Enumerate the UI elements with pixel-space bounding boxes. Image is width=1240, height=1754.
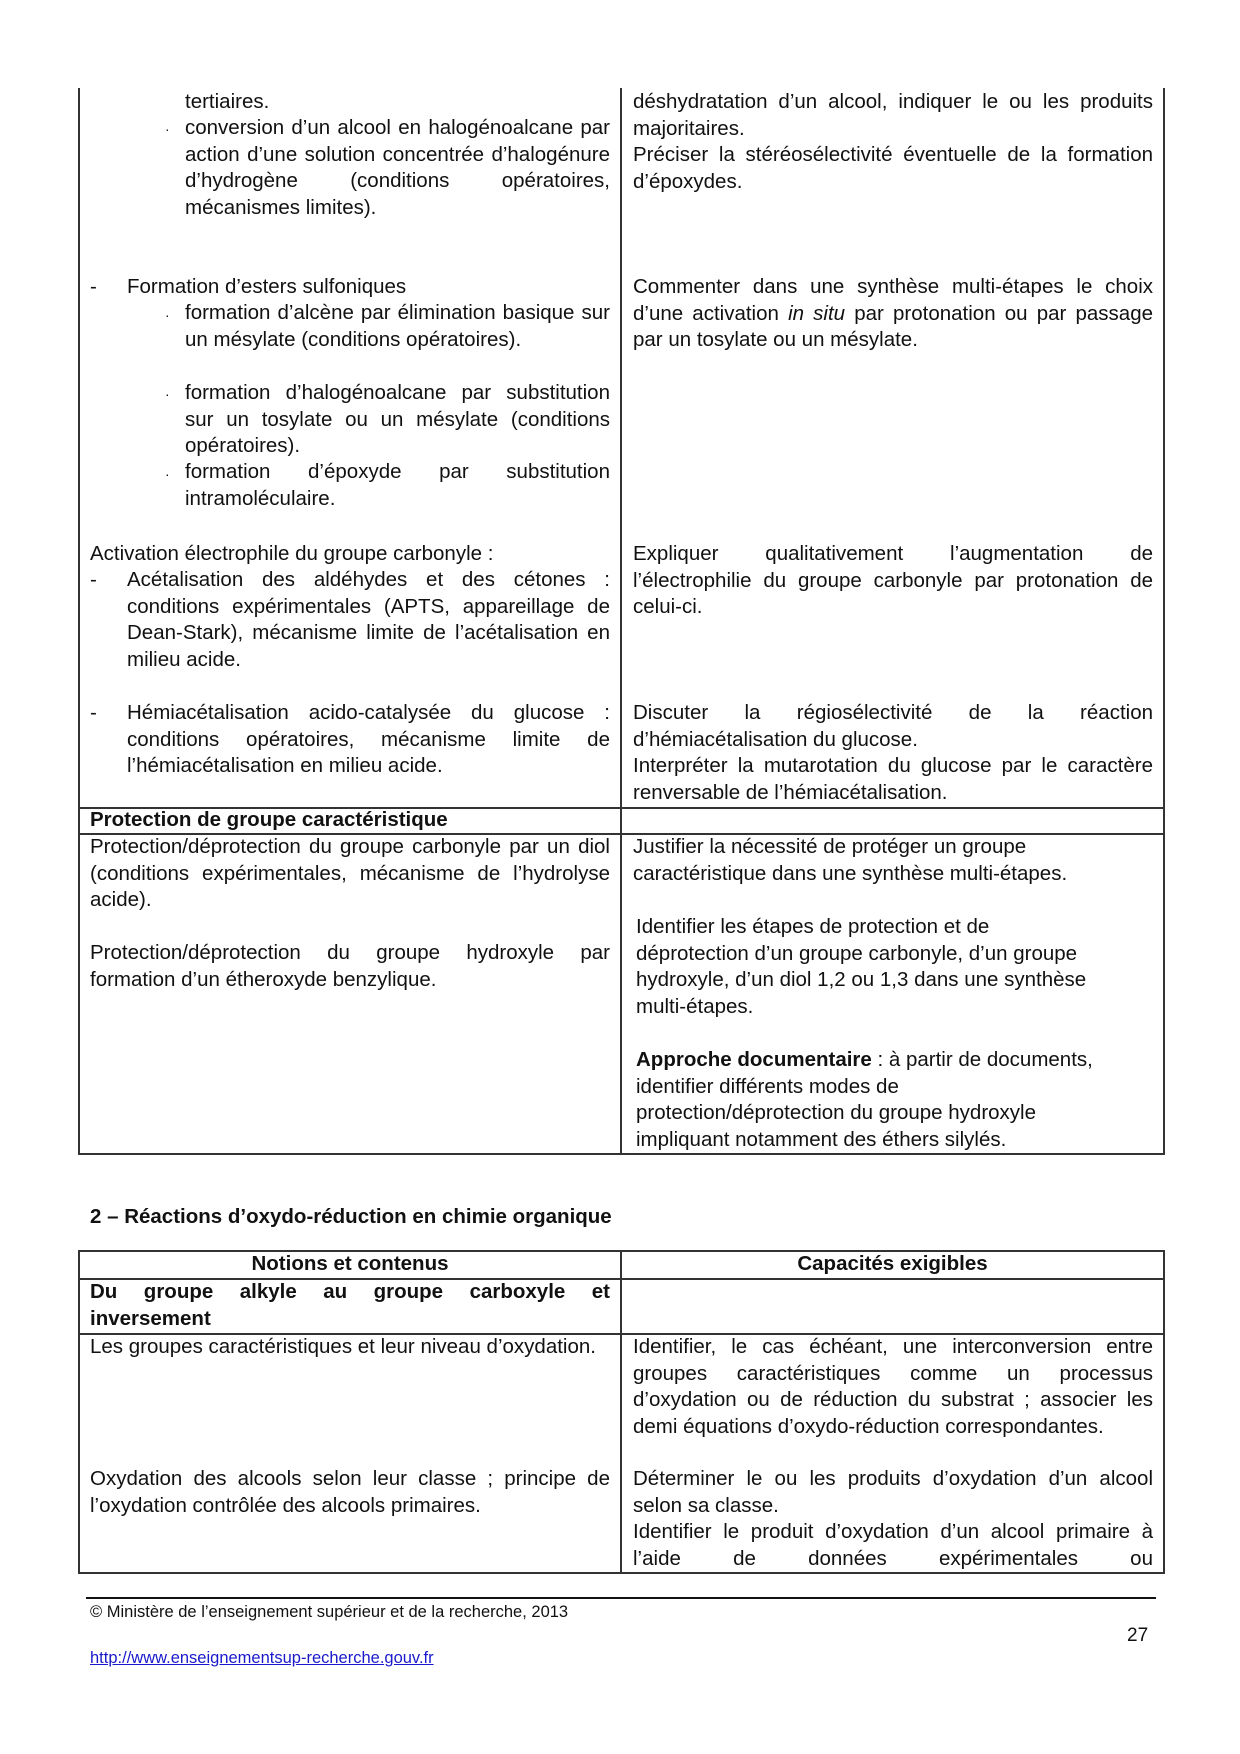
- bold-label: Approche documentaire: [636, 1048, 872, 1071]
- text-line: protection/déprotection du groupe hydroxyle: [636, 1101, 1037, 1124]
- capacity-text: Identifier le produit d’oxydation d’un alcool primaire à l’aide de données expérimentales ou: [633, 1520, 1153, 1570]
- capacity-text: [636, 914, 1086, 1020]
- capacity-text: [633, 274, 1153, 354]
- text-line: Identifier les étapes de protection et de: [636, 915, 990, 938]
- website-link[interactable]: http://www.enseignementsup-recherche.gouv.fr: [90, 1649, 434, 1667]
- content-text: Les groupes caractéristiques et leur niveau d’oxydation.: [90, 1335, 596, 1358]
- content-text: Protection/déprotection du groupe hydroxyle par formation d’un étheroxyde benzylique.: [90, 941, 610, 991]
- text-part: : à partir de documents,: [871, 1048, 1093, 1071]
- dash-marker: -: [90, 568, 97, 591]
- section-heading: 2 – Réactions d’oxydo-réduction en chimie organique: [90, 1205, 612, 1228]
- text-part: Commenter dans une synthèse multi-étapes le choix d’une activation: [633, 275, 1153, 325]
- table-border: [1163, 1250, 1165, 1573]
- column-divider: [620, 1250, 622, 1573]
- list-item-text: formation d’époxyde par substitution intramoléculaire.: [185, 460, 610, 510]
- subsection-header: Du groupe alkyle au groupe carboxyle et inversement: [90, 1280, 610, 1330]
- text-line: déprotection d’un groupe carbonyle, d’un groupe: [636, 941, 1078, 965]
- text-line: multi-étapes.: [636, 994, 754, 1018]
- capacity-text: [633, 834, 1067, 887]
- text-part: par protonation ou par passage par un tosylate ou un mésylate.: [633, 301, 1154, 351]
- text-line: caractéristique dans une synthèse multi-étapes.: [633, 861, 1068, 885]
- list-item-text: formation d’halogénoalcane par substitution sur un tosylate ou un mésylate (conditions opératoires).: [185, 381, 610, 457]
- list-item-text: Acétalisation des aldéhydes et des cétones : conditions expérimentales (APTS, appareillage de Dean-Stark), mécanisme limite de l’acétalisation en milieu acide.: [127, 568, 610, 671]
- italic-term: in situ: [788, 301, 846, 325]
- capacity-text: Discuter la régiosélectivité de la réaction d’hémiacétalisation du glucose.: [633, 701, 1153, 751]
- capacity-text: Identifier, le cas échéant, une interconversion entre groupes caractéristiques comme un processus d’oxydation ou de réduction du substrat ; associer les demi équations d’oxydo-réduction correspondantes.: [633, 1335, 1153, 1438]
- table-border: [78, 1153, 1165, 1155]
- capacity-text: Préciser la stéréosélectivité éventuelle de la formation d’époxydes.: [633, 143, 1153, 193]
- content-text: Protection/déprotection du groupe carbonyle par un diol (conditions expérimentales, mécanisme de l’hydrolyse acide).: [90, 835, 610, 911]
- list-item-title: Formation d’esters sulfoniques: [127, 275, 407, 298]
- content-text: Oxydation des alcools selon leur classe ; principe de l’oxydation contrôlée des alcools primaires.: [90, 1467, 610, 1517]
- capacity-text: déshydratation d’un alcool, indiquer le ou les produits majoritaires.: [633, 90, 1153, 140]
- column-divider: [620, 88, 622, 1154]
- text-line: Justifier la nécessité de protéger un groupe: [633, 835, 1027, 858]
- bullet-icon: ·: [165, 386, 170, 402]
- section-header: Protection de groupe caractéristique: [90, 808, 448, 831]
- bullet-icon: ·: [165, 121, 170, 137]
- column-header: Capacités exigibles: [797, 1252, 988, 1275]
- table-border: [78, 1250, 80, 1573]
- footer-rule: [86, 1597, 1156, 1599]
- bullet-icon: ·: [165, 466, 170, 482]
- list-item-text: tertiaires.: [185, 90, 270, 113]
- text-line: hydroxyle, d’un diol 1,2 ou 1,3 dans une synthèse: [636, 968, 1087, 991]
- documentary-approach: [636, 1047, 1093, 1153]
- table-border: [78, 88, 80, 1154]
- page-number: 27: [1127, 1625, 1149, 1646]
- section-title: Activation électrophile du groupe carbonyle :: [90, 542, 494, 565]
- dash-marker: -: [90, 701, 97, 724]
- text-line: identifier différents modes de: [636, 1074, 899, 1098]
- list-item-text: formation d’alcène par élimination basique sur un mésylate (conditions opératoires).: [185, 301, 610, 351]
- bullet-icon: ·: [165, 307, 170, 323]
- capacity-text: Déterminer le ou les produits d’oxydation d’un alcool selon sa classe.: [633, 1467, 1153, 1517]
- list-item-text: conversion d’un alcool en halogénoalcane par action d’une solution concentrée d’halogénure d’hydrogène (conditions opératoires, mécanismes limites).: [185, 116, 610, 219]
- table-border: [1163, 88, 1165, 1154]
- capacity-text: Expliquer qualitativement l’augmentation de l’électrophilie du groupe carbonyle par protonation de celui-ci.: [633, 542, 1153, 618]
- dash-marker: -: [90, 275, 97, 298]
- column-header: Notions et contenus: [251, 1252, 449, 1275]
- capacity-text: Interpréter la mutarotation du glucose par le caractère renversable de l’hémiacétalisation.: [633, 754, 1153, 804]
- copyright: © Ministère de l’enseignement supérieur et de la recherche, 2013: [90, 1603, 569, 1621]
- text-line: impliquant notamment des éthers silylés.: [636, 1127, 1007, 1151]
- table-border: [78, 1572, 1165, 1574]
- list-item-text: Hémiacétalisation acido-catalysée du glucose : conditions opératoires, mécanisme limite de l’hémiacétalisation en milieu acide.: [127, 701, 610, 777]
